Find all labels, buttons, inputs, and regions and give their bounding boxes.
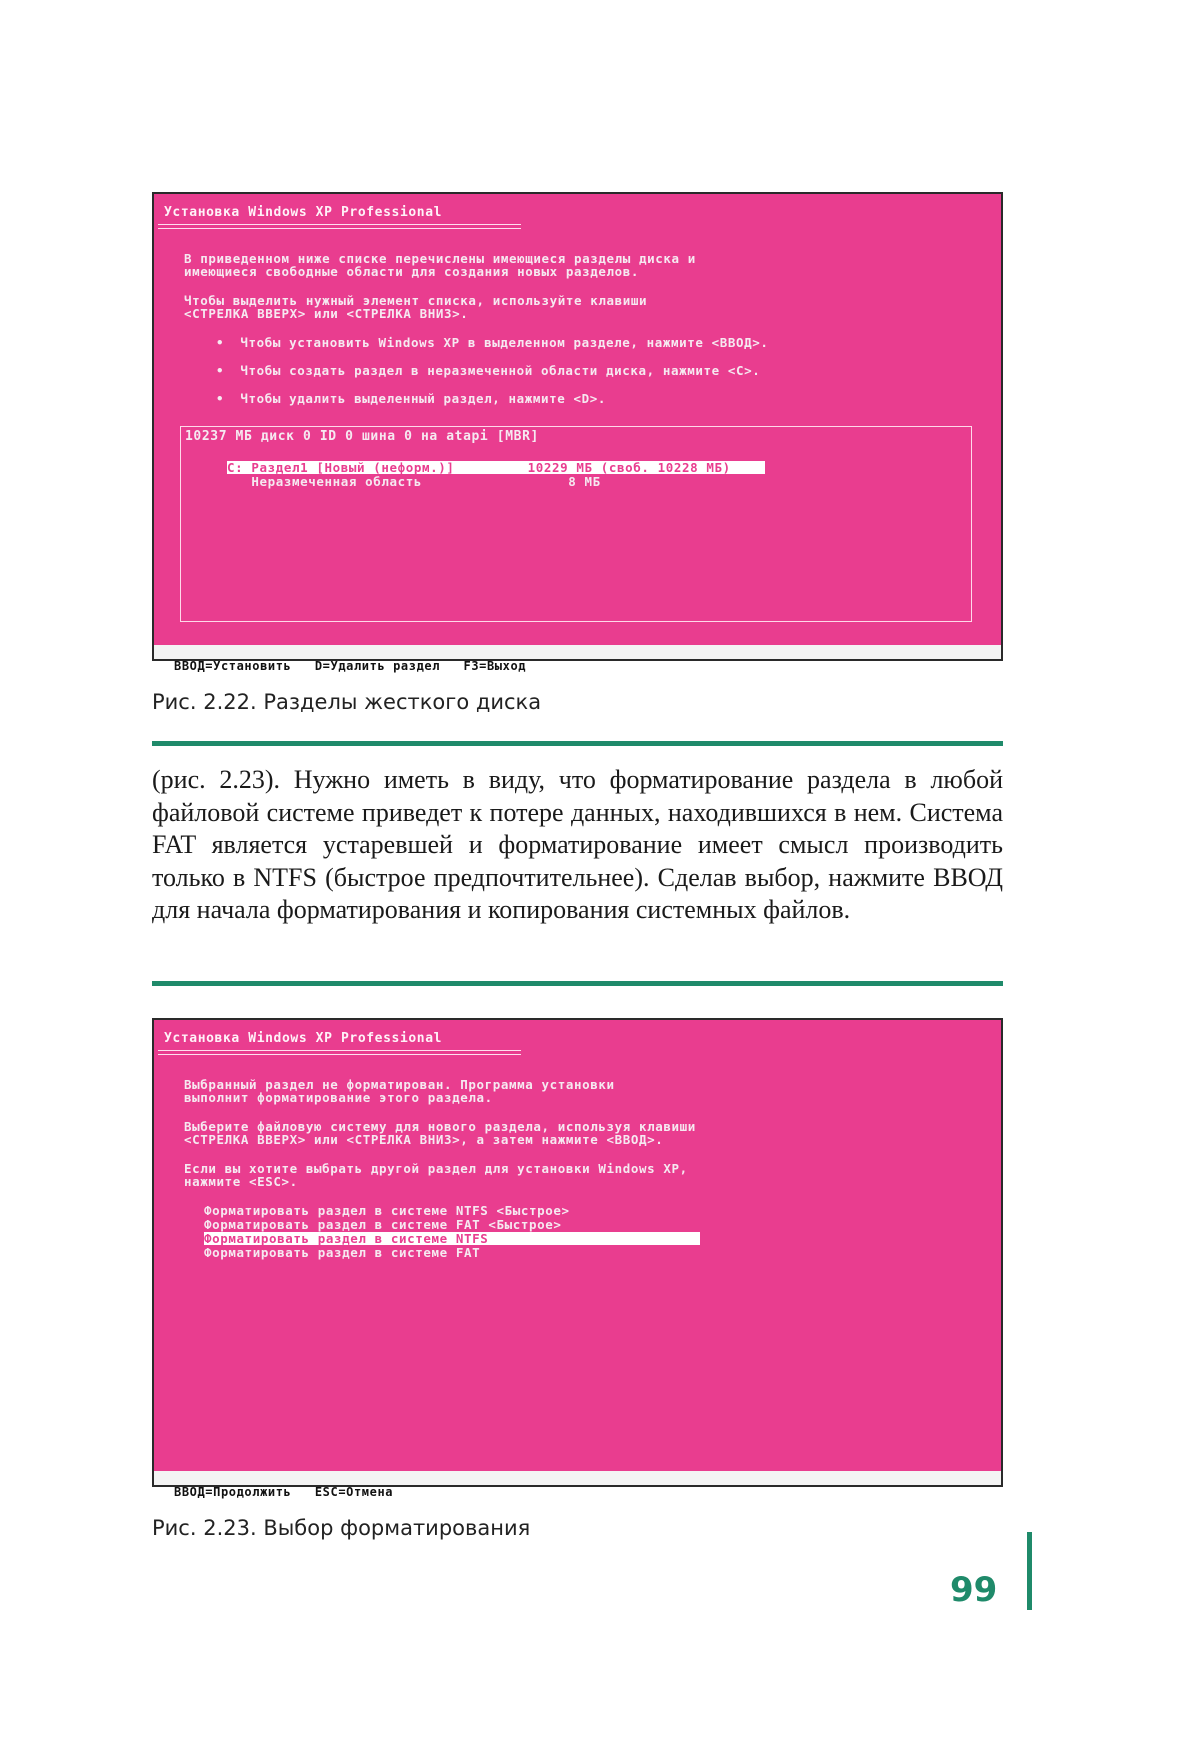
esc-hint: нажмите <ESC>.: [184, 1174, 298, 1189]
format-option-fat-quick[interactable]: Форматировать раздел в системе FAT <Быстрое>: [204, 1217, 562, 1232]
status-bar-text: ВВОД=Продолжить ESC=Отмена: [174, 1485, 394, 1499]
intro-text: В приведенном ниже списке перечислены имеющиеся разделы диска и: [184, 251, 696, 266]
intro-text: имеющиеся свободные области для создания новых разделов.: [184, 264, 640, 279]
title-underline: [158, 224, 521, 225]
divider-rule: [152, 981, 1003, 986]
setup-title: Установка Windows XP Professional: [164, 205, 443, 220]
title-underline: [158, 1054, 521, 1055]
select-hint: Чтобы выделить нужный элемент списка, используйте клавиши: [184, 293, 648, 308]
status-bar: [154, 1471, 1001, 1499]
page-marker-bar: [1027, 1532, 1032, 1610]
bullet-delete: • Чтобы удалить выделенный раздел, нажмите <D>.: [216, 391, 607, 406]
body-paragraph: (рис. 2.23). Нужно иметь в виду, что форматирование раздела в любой файловой системе приведет к потере данных, находившихся в нем. Система FAT является устаревшей и форматирование имеет смысл производить только в NTFS (быстрое предпочтительнее). Сделав выбор, нажмите ВВОД для начала форматирования и копирования системных файлов.: [152, 765, 1003, 924]
choose-hint: <СТРЕЛКА ВВЕРХ> или <СТРЕЛКА ВНИЗ>, а затем нажмите <ВВОД>.: [184, 1132, 664, 1147]
format-option-ntfs-quick[interactable]: Форматировать раздел в системе NTFS <Быстрое>: [204, 1203, 570, 1218]
title-underline: [158, 1050, 521, 1051]
page-number: 99: [950, 1570, 998, 1610]
partition-row-selected[interactable]: C: Раздел1 [Новый (неформ.)] 10229 МБ (своб. 10228 МБ): [227, 461, 765, 474]
status-bar: [154, 645, 1001, 673]
info-text: Выбранный раздел не форматирован. Программа установки: [184, 1077, 615, 1092]
disk-list: [180, 426, 972, 622]
screenshot-format: [152, 1018, 1003, 1499]
disk-title: 10237 МБ диск 0 ID 0 шина 0 на atapi [MBR]: [185, 429, 539, 444]
format-option-fat[interactable]: Форматировать раздел в системе FAT: [204, 1245, 481, 1260]
figure-caption: Рис. 2.23. Выбор форматирования: [152, 1516, 531, 1540]
title-underline: [158, 228, 521, 229]
unpartitioned-row[interactable]: Неразмеченная область 8 МБ: [227, 474, 601, 489]
esc-hint: Если вы хотите выбрать другой раздел для установки Windows XP,: [184, 1161, 688, 1176]
bullet-create: • Чтобы создать раздел в неразмеченной области диска, нажмите <С>.: [216, 363, 761, 378]
format-option-ntfs-selected[interactable]: Форматировать раздел в системе NTFS: [204, 1232, 700, 1245]
setup-title: Установка Windows XP Professional: [164, 1031, 443, 1046]
select-hint: <СТРЕЛКА ВВЕРХ> или <СТРЕЛКА ВНИЗ>.: [184, 306, 469, 321]
figure-caption: Рис. 2.22. Разделы жесткого диска: [152, 690, 542, 714]
bullet-install: • Чтобы установить Windows XP в выделенном разделе, нажмите <ВВОД>.: [216, 335, 769, 350]
screenshot-partitions: [152, 192, 1003, 673]
status-bar-text: ВВОД=Установить D=Удалить раздел F3=Выход: [174, 659, 527, 673]
divider-rule: [152, 741, 1003, 746]
choose-hint: Выберите файловую систему для нового раздела, используя клавиши: [184, 1119, 696, 1134]
info-text: выполнит форматирование этого раздела.: [184, 1090, 493, 1105]
